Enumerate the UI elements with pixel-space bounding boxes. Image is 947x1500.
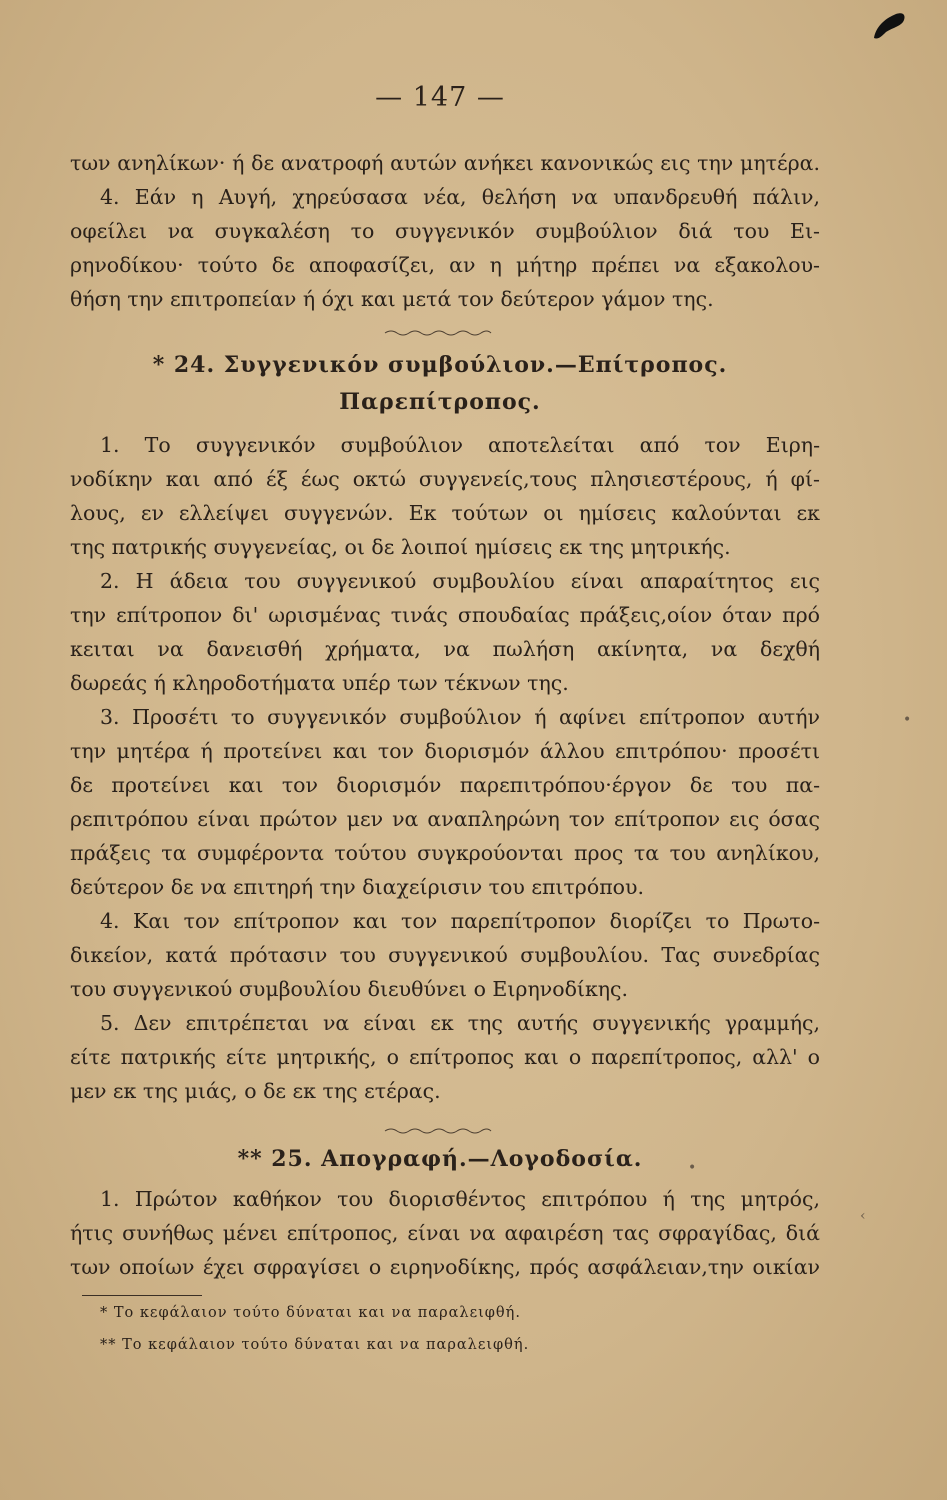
- text-line: 1. Πρώτον καθήκον του διορισθέντος επιτρόπου ή της μητρός,: [100, 1187, 820, 1211]
- text-line: του συγγενικού συμβουλίου διευθύνει ο Ειρηνοδίκης.: [70, 977, 629, 1001]
- text-line: δεύτερον δε να επιτηρή την διαχείρισιν του επιτρόπου.: [70, 875, 644, 899]
- text-line: την μητέρα ή προτείνει και τον διορισμόν άλλου επιτρόπου· προσέτι: [70, 739, 820, 763]
- text-line: ρηνοδίκου· τούτο δε αποφασίζει, αν η μήτηρ πρέπει να εξακολου-: [70, 253, 820, 277]
- text-line: 5. Δεν επιτρέπεται να είναι εκ της αυτής συγγενικής γραμμής,: [100, 1011, 820, 1035]
- footnote-2: ** Το κεφάλαιον τούτο δύναται και να παραλειφθή.: [100, 1337, 530, 1353]
- text-line: νοδίκην και από έξ έως οκτώ συγγενείς,τους πλησιεστέρους, ή φί-: [70, 467, 820, 491]
- margin-mark: ‹: [860, 1208, 866, 1224]
- section-divider: [383, 1126, 493, 1136]
- section-divider: [383, 328, 493, 338]
- text-line: οφείλει να συγκαλέση το συγγενικόν συμβούλιον διά του Ει-: [70, 219, 820, 243]
- text-line: 2. Η άδεια του συγγενικού συμβουλίου είναι απαραίτητος εις: [100, 569, 820, 593]
- text-line: της πατρικής συγγενείας, οι δε λοιποί ημίσεις εκ της μητρικής.: [70, 535, 731, 559]
- margin-dot: •: [903, 712, 912, 728]
- section-25-heading: ** 25. Απογραφή.—Λογοδοσία.: [237, 1146, 643, 1172]
- ink-blot-mark: [868, 8, 908, 42]
- footnote-1: * Το κεφάλαιον τούτο δύναται και να παραλειφθή.: [100, 1305, 521, 1321]
- text-line: των οποίων έχει σφραγίσει ο ειρηνοδίκης, πρός ασφάλειαν,την οικίαν: [70, 1255, 820, 1279]
- text-line: 4. Εάν η Αυγή, χηρεύσασα νέα, θελήση να υπανδρευθή πάλιν,: [100, 185, 820, 209]
- text-line: μεν εκ της μιάς, ο δε εκ της ετέρας.: [70, 1079, 441, 1103]
- section-24-heading-line2: Παρεπίτροπος.: [339, 389, 541, 415]
- text-line: 4. Και τον επίτροπον και τον παρεπίτροπον διορίζει το Πρωτο-: [100, 909, 820, 933]
- footnote-rule: [82, 1295, 202, 1296]
- text-line: θήση την επιτροπείαν ή όχι και μετά τον δεύτερον γάμον της.: [70, 287, 714, 311]
- text-line: 3. Προσέτι το συγγενικόν συμβούλιον ή αφίνει επίτροπον αυτήν: [100, 705, 820, 729]
- text-line: ήτις συνήθως μένει επίτροπος, είναι να αφαιρέση τας σφραγίδας, διά: [70, 1221, 820, 1245]
- page-number: — 147 —: [375, 82, 505, 113]
- text-line: κειται να δανεισθή χρήματα, να πωλήση ακίνητα, να δεχθή: [70, 637, 820, 661]
- margin-dot: •: [688, 1160, 697, 1176]
- text-line: δικείον, κατά πρότασιν του συγγενικού συμβουλίου. Τας συνεδρίας: [70, 943, 820, 967]
- opening-paragraphs: [70, 146, 820, 316]
- text-line: λους, εν ελλείψει συγγενών. Εκ τούτων οι ημίσεις καλούνται εκ: [70, 501, 820, 525]
- text-line: την επίτροπον δι' ωρισμένας τινάς σπουδαίας πράξεις,οίον όταν πρό: [70, 603, 820, 627]
- text-line: δωρεάς ή κληροδοτήματα υπέρ των τέκνων της.: [70, 671, 569, 695]
- section-24-heading: * 24. Συγγενικόν συμβούλιον.—Επίτροπος.: [152, 352, 728, 378]
- section-25-body: [70, 1182, 820, 1284]
- text-line: πράξεις τα συμφέροντα τούτου συγκρούονται προς τα του ανηλίκου,: [70, 841, 820, 865]
- text-line: δε προτείνει και τον διορισμόν παρεπιτρόπου·έργον δε του πα-: [70, 773, 820, 797]
- text-line: ρεπιτρόπου είναι πρώτον μεν να αναπληρώνη τον επίτροπον εις όσας: [70, 807, 820, 831]
- text-line: είτε πατρικής είτε μητρικής, ο επίτροπος και ο παρεπίτροπος, αλλ' ο: [70, 1045, 820, 1069]
- section-24-body: [70, 428, 820, 1108]
- text-line: των ανηλίκων· ή δε ανατροφή αυτών ανήκει κανονικώς εις την μητέρα.: [70, 151, 820, 175]
- text-line: 1. Το συγγενικόν συμβούλιον αποτελείται από τον Ειρη-: [100, 433, 820, 457]
